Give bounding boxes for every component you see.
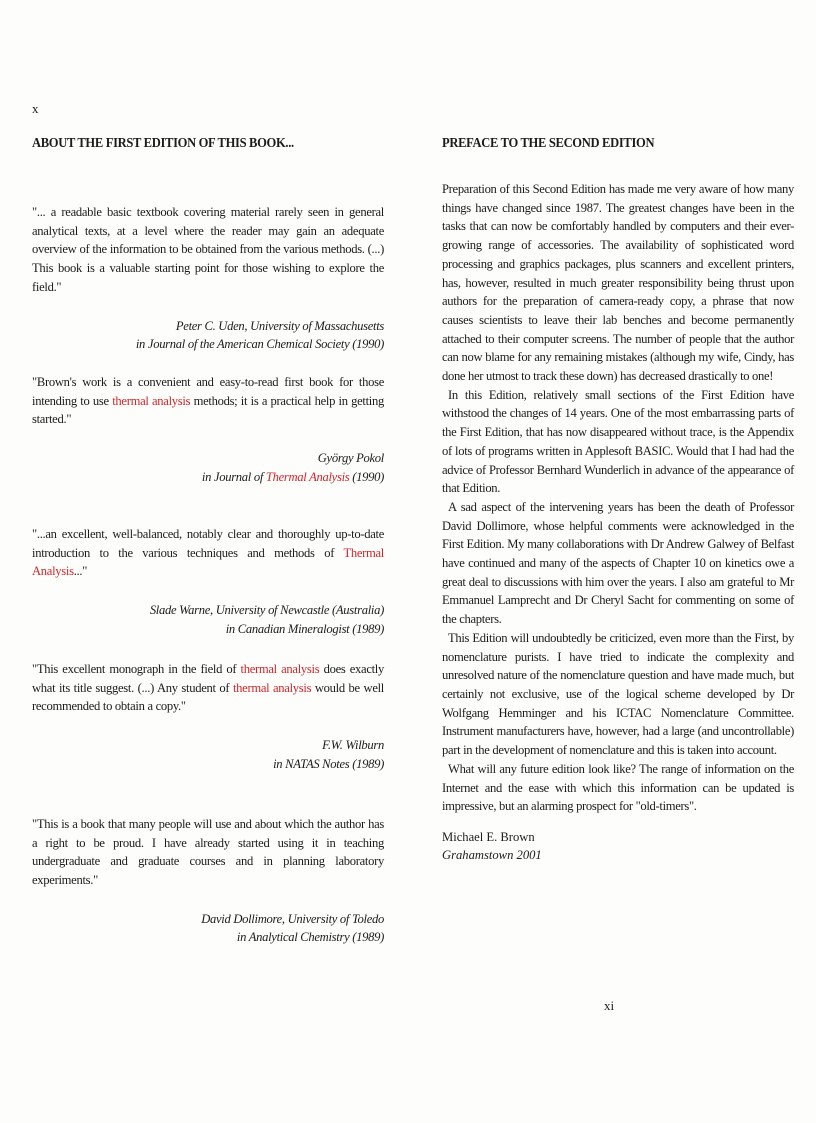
- source-text: in Canadian Mineralogist (1989): [225, 621, 384, 636]
- review-attribution: [32, 317, 384, 354]
- preface-paragraph: In this Edition, relatively small sections of the First Edition have withstood the changes of 14 years. One of the most embarrassing parts of the First Edition, that has now disappeared without trace, is the Appendix of lots of programs written in Applesoft BASIC. Would that I had had the advice of Professor Bernhard Wunderlich in advance of the appearance of that Edition.: [442, 387, 794, 496]
- review-quote: [32, 660, 384, 716]
- quote-text: "...an excellent, well-balanced, notably clear and thoroughly up-to-date introduction to the various techniques and methods of: [32, 527, 384, 560]
- quote-text: "This excellent monograph in the field of: [32, 662, 241, 676]
- review-attribution: [32, 449, 384, 486]
- quote-text: methods; it is a practical help in getting started.": [32, 393, 385, 427]
- review-attribution: [32, 910, 384, 947]
- preface-paragraph: This Edition will undoubtedly be criticized, even more than the First, by nomenclature purists. I have tried to indicate the complexity and unresolved nature of the nomenclature question and have made much, but certainly not exclusive, use of the logical scheme developed by Dr Wolfgang Hemminger and his ICTAC Nomenclature Committee. Instrument manufacturers have, however, had a large (and uncontrollable) part in the development of nomenclature and this is taken into account.: [442, 630, 794, 758]
- reviewer-name: György Pokol: [317, 451, 384, 466]
- highlighted-term: thermal analysis: [112, 393, 191, 408]
- review-source: [32, 620, 384, 639]
- first-edition-heading: ABOUT THE FIRST EDITION OF THIS BOOK...: [32, 135, 294, 150]
- left-page-column: [32, 135, 385, 945]
- quote-text: does exactly what its title suggest. (...) Any student of: [32, 662, 385, 695]
- signature-name: Michael E. Brown: [442, 829, 535, 844]
- reviewer-name: F.W. Wilburn: [322, 738, 384, 753]
- source-text: (1990): [349, 469, 384, 484]
- preface-heading: PREFACE TO THE SECOND EDITION: [442, 135, 655, 150]
- highlighted-term: Thermal Analysis: [32, 545, 384, 579]
- signature-block: [442, 828, 794, 865]
- reviewer-name: Peter C. Uden, University of Massachusetts: [175, 318, 384, 333]
- page-number-right: xi: [604, 998, 615, 1013]
- page-number-left: x: [32, 101, 39, 116]
- review-source: [32, 755, 384, 774]
- source-text: in Journal of: [201, 469, 266, 484]
- highlighted-term: thermal analysis: [232, 680, 312, 695]
- quote-text: ...": [73, 564, 88, 579]
- preface-paragraph: What will any future edition look like? The range of information on the Internet and the ease with which this information can be updated is impressive, but an alarming prospect for "old-timers".: [442, 761, 794, 814]
- right-page-column: [442, 135, 794, 863]
- review-attribution: [32, 736, 384, 773]
- review-block: [32, 525, 384, 638]
- quote-text: would be well recommended to obtain a copy.": [32, 680, 385, 714]
- review-source: [32, 928, 384, 947]
- quote-text: "This is a book that many people will use and about which the author has a right to be proud. I have already started using it in teaching undergraduate and graduate courses and in planning laboratory experiments.": [32, 817, 384, 888]
- review-attribution: [32, 601, 384, 638]
- highlighted-term: thermal analysis: [240, 662, 320, 676]
- review-block: [32, 203, 384, 354]
- review-quote: [32, 525, 384, 581]
- signature-place: Grahamstown 2001: [442, 848, 542, 863]
- source-text: in Journal of the American Chemical Society (1990): [135, 337, 384, 352]
- review-block: [32, 373, 384, 486]
- preface-paragraph: Preparation of this Second Edition has made me very aware of how many things have changed since 1987. The greatest changes have been in the tasks that can now be comfortably handled by computers and their ever-growing range of accessories. The availability of sophisticated word processing and graphics packages, plus scanners and excellent printers, has, however, resulted in much greater responsibility being thrust upon authors for the preparation of camera-ready copy, a phrase that now causes scientists to leave their lab benches and become permanently attached to their computer screens. The number of people that the author can now blame for any remaining mistakes (although my wife, Cindy, has done her utmost to track these down) has decreased drastically to one!: [442, 182, 794, 384]
- review-block: [32, 815, 384, 947]
- preface-body: [442, 180, 794, 865]
- review-source: [32, 468, 384, 487]
- quote-text: "Brown's work is a convenient and easy-to-read first book for those intending to use: [32, 375, 384, 408]
- highlighted-term: Thermal Analysis: [265, 469, 350, 484]
- reviewer-name: Slade Warne, University of Newcastle (Australia): [149, 603, 384, 618]
- review-quote: [32, 815, 384, 890]
- source-text: in NATAS Notes (1989): [273, 756, 384, 771]
- review-block: [32, 660, 384, 773]
- review-quote: [32, 373, 384, 429]
- reviewer-name: David Dollimore, University of Toledo: [201, 911, 384, 926]
- quote-text: "... a readable basic textbook covering material rarely seen in general analytical texts, at a level where the reader may gain an adequate overview of the information to be obtained from the various methods. (...) This book is a valuable starting point for those wishing to explore the field.": [32, 205, 384, 294]
- review-source: [32, 335, 384, 354]
- preface-paragraph: A sad aspect of the intervening years has been the death of Professor David Dollimore, whose helpful comments were acknowledged in the First Edition. My many collaborations with Dr Andrew Galwey of Belfast have continued and many of the aspects of Chapter 10 on kinetics owe a great deal to discussions with him over the years. I also am grateful to Mr Emmanuel Lamprecht and Dr Cheryl Sacht for commenting on some of the chapters.: [442, 499, 794, 627]
- review-quote: [32, 203, 384, 297]
- source-text: in Analytical Chemistry (1989): [236, 930, 384, 945]
